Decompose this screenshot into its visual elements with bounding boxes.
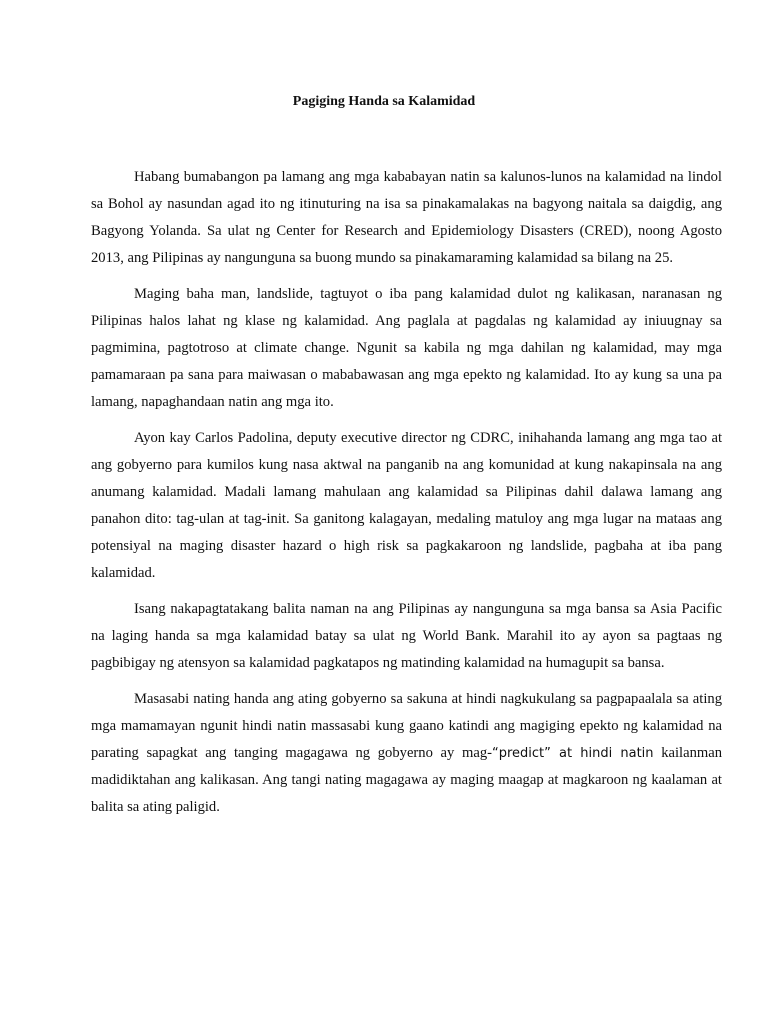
paragraph-1: Habang bumabangon pa lamang ang mga kababayan natin sa kalunos-lunos na kalamidad na lindol sa Bohol ay nasundan agad ito ng itinuturing na isa sa pinakamalakas na bagyong naitala sa daigdig, ang Bagyong Yolanda. Sa ulat ng Center for Research and Epidemiology Disasters (CRED), noong Agosto 2013, ang Pilipinas ay nangunguna sa buong mundo sa pinakamaraming kalamidad sa bilang na 25.	[91, 169, 722, 266]
paragraph-2: Maging baha man, landslide, tagtuyot o iba pang kalamidad dulot ng kalikasan, naranasan ng Pilipinas halos lahat ng klase ng kalamidad. Ang paglala at pagdalas ng kalamidad ay iniuugnay sa pagmimina, pagtotroso at climate change. Ngunit sa kabila ng mga dahilan ng kalamidad, may mga pamamaraan pa sana para maiwasan o mababawasan ang mga epekto ng kalamidad. Ito ay kung sa una pa lamang, napaghandaan natin ang mga ito.	[91, 286, 722, 410]
paragraph-3: Ayon kay Carlos Padolina, deputy executive director ng CDRC, inihahanda lamang ang mga tao at ang gobyerno para kumilos kung nasa aktwal na panganib na ang komunidad at kung nakapinsala na ang anumang kalamidad. Madali lamang mahulaan ang kalamidad sa Pilipinas dahil dalawa lamang ang panahon dito: tag-ulan at tag-init. Sa ganitong kalagayan, medaling matuloy ang mga lugar na mataas ang potensiyal na maging disaster hazard o high risk sa pagkakaroon ng landslide, pagbaha at iba pang kalamidad.	[91, 430, 722, 581]
paragraph-5	[91, 686, 722, 821]
paragraph-5-quoted-text: “predict” at hindi natin	[491, 746, 654, 761]
paragraph-5-text-start: Masasabi nating handa ang ating gobyerno sa sakuna at hindi nagkukulang sa pagpapaalala sa ating mga mamamayan ngunit hindi natin massasabi kung gaano katindi ang magiging epekto ng kalamidad na parating sapagkat ang tanging magagawa ng gobyerno ay mag-	[91, 691, 722, 761]
paragraph-4: Isang nakapagtatakang balita naman na ang Pilipinas ay nangunguna sa mga bansa sa Asia Pacific na laging handa sa mga kalamidad batay sa ulat ng World Bank. Marahil ito ay ayon sa pagtaas ng pagbibigay ng atensyon sa kalamidad pagkatapos ng matinding kalamidad na humagupit sa bansa.	[91, 601, 722, 671]
document-body	[91, 164, 722, 830]
paragraph-5-text-end: kailanman madidiktahan ang kalikasan. Ang tangi nating magagawa ay maging maagap at magkaroon ng kaalaman at balita sa ating paligid.	[91, 745, 722, 815]
document-title: Pagiging Handa sa Kalamidad	[292, 94, 476, 109]
